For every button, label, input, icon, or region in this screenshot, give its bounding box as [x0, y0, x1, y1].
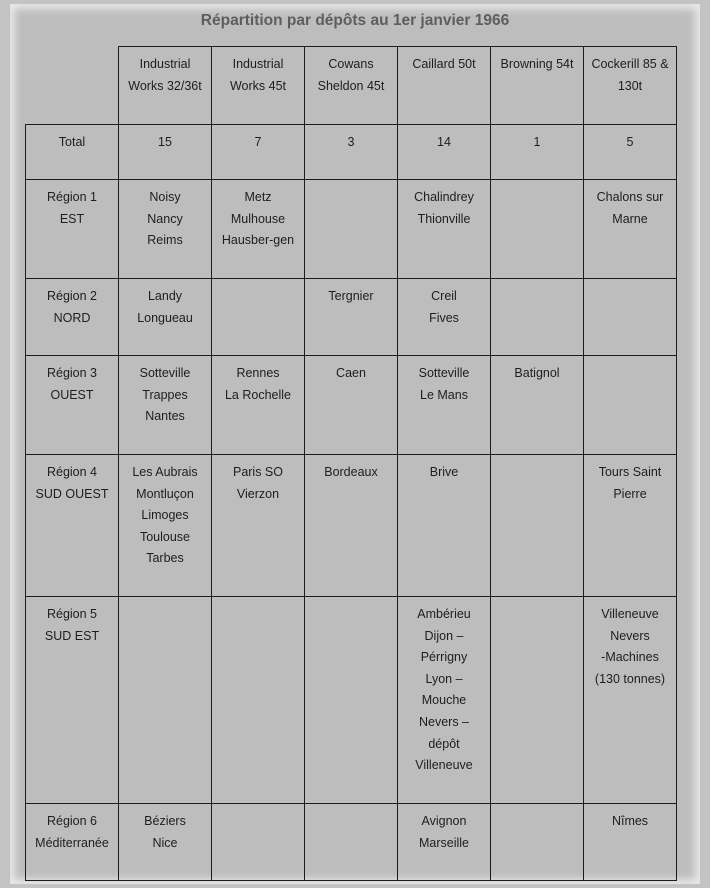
cell-line: EST [59, 211, 85, 226]
row-label [26, 279, 119, 356]
cell-line: Mulhouse [230, 211, 286, 226]
depot-cell [212, 804, 305, 881]
cell-line: Reims [147, 233, 183, 248]
cell-line: Total [58, 135, 86, 149]
cell-line: Avignon [421, 814, 467, 828]
depot-cell [398, 356, 491, 455]
depot-cell [119, 455, 212, 597]
cell-line: Bordeaux [324, 465, 378, 479]
cell-line: Sheldon 45t [317, 78, 385, 93]
cell-line: Région 5 [46, 607, 98, 621]
cell-line: Mouche [421, 693, 467, 708]
cell-line: NORD [53, 310, 91, 325]
cell-line: Thionville [417, 211, 471, 226]
total-cell [119, 125, 212, 180]
cell-line: 14 [437, 135, 451, 149]
depot-cell [584, 180, 677, 279]
cell-line: 130t [617, 78, 643, 93]
cell-line: Le Mans [420, 387, 468, 402]
row-label [26, 125, 119, 180]
corner-cell [26, 47, 119, 125]
cell-line: Pierre [613, 486, 647, 501]
table-title: Répartition par dépôts au 1er janvier 1966 [200, 12, 510, 29]
row-label [26, 804, 119, 881]
depot-cell [398, 804, 491, 881]
cell-line: dépôt [428, 736, 460, 751]
column-header [119, 47, 212, 125]
cell-line: Région 2 [46, 289, 98, 303]
cell-line: Rennes [236, 366, 280, 380]
cell-line: Nîmes [611, 814, 649, 828]
cell-line: Méditerranée [35, 835, 109, 850]
column-header [491, 47, 584, 125]
depot-cell [491, 455, 584, 597]
depot-cell [212, 180, 305, 279]
cell-line: Nevers – [418, 714, 470, 729]
cell-line: Landy [147, 289, 183, 303]
region-row [26, 597, 677, 804]
cell-line: La Rochelle [224, 387, 291, 402]
column-header [584, 47, 677, 125]
row-label [26, 597, 119, 804]
depot-cell [119, 180, 212, 279]
cell-line: Industrial [139, 57, 191, 71]
cell-line: Nevers [610, 628, 650, 643]
cell-line: Longueau [137, 310, 193, 325]
cell-line: Fives [429, 310, 459, 325]
cell-line: Brive [429, 465, 459, 479]
total-row [26, 125, 677, 180]
cell-line: 7 [254, 135, 262, 149]
cell-line: Marseille [418, 835, 469, 850]
cell-line: Nice [152, 835, 178, 850]
cell-line: Chalindrey [414, 190, 474, 204]
region-row [26, 804, 677, 881]
cell-line: SUD OUEST [35, 486, 109, 501]
cell-line: Région 4 [46, 465, 98, 479]
depot-cell [212, 455, 305, 597]
cell-line: (130 tonnes) [594, 671, 666, 686]
column-header [398, 47, 491, 125]
cell-line: Caen [336, 366, 366, 380]
region-row [26, 180, 677, 279]
depot-cell [119, 279, 212, 356]
region-row [26, 455, 677, 597]
column-header [212, 47, 305, 125]
cell-line: Vierzon [236, 486, 280, 501]
total-cell [584, 125, 677, 180]
depot-cell [584, 804, 677, 881]
cell-line: Cockerill 85 & [591, 57, 669, 71]
depot-cell [584, 597, 677, 804]
cell-line: 5 [626, 135, 634, 149]
cell-line: Montluçon [136, 486, 194, 501]
depot-cell [305, 279, 398, 356]
cell-line: OUEST [50, 387, 94, 402]
total-cell [305, 125, 398, 180]
cell-line: -Machines [601, 650, 659, 665]
cell-line: Sotteville [139, 366, 191, 380]
header-row [26, 47, 677, 125]
cell-line: Marne [612, 211, 648, 226]
depot-cell [212, 597, 305, 804]
depot-cell [305, 180, 398, 279]
cell-line: Browning 54t [500, 57, 574, 71]
region-row [26, 356, 677, 455]
cell-line: Dijon – [424, 628, 464, 643]
depot-cell [305, 356, 398, 455]
depot-cell [212, 279, 305, 356]
cell-line: Chalons sur [596, 190, 664, 204]
cell-line: Metz [244, 190, 272, 204]
cell-line: Toulouse [139, 529, 191, 544]
depot-cell [119, 356, 212, 455]
depot-cell [398, 597, 491, 804]
depot-cell [584, 455, 677, 597]
cell-line: Les Aubrais [132, 465, 198, 479]
cell-line: Cowans [328, 57, 374, 71]
cell-line: Région 6 [46, 814, 98, 828]
cell-line: Région 3 [46, 366, 98, 380]
cell-line: Lyon – [425, 671, 463, 686]
depot-cell [398, 279, 491, 356]
region-row [26, 279, 677, 356]
total-cell [491, 125, 584, 180]
depot-cell [305, 804, 398, 881]
total-cell [212, 125, 305, 180]
depot-table [25, 46, 677, 881]
cell-line: Batignol [514, 366, 560, 380]
cell-line: Villeneuve [601, 607, 659, 621]
cell-line: Sotteville [418, 366, 470, 380]
cell-line: 15 [158, 135, 172, 149]
cell-line: Nancy [147, 211, 183, 226]
cell-line: Tours Saint [598, 465, 662, 479]
depot-cell [584, 356, 677, 455]
cell-line: Hausber-gen [221, 233, 295, 248]
cell-line: Limoges [141, 508, 189, 523]
depot-cell [584, 279, 677, 356]
cell-line: Trappes [142, 387, 188, 402]
depot-cell [398, 180, 491, 279]
cell-line: Caillard 50t [412, 57, 476, 71]
cell-line: Région 1 [46, 190, 98, 204]
depot-cell [305, 455, 398, 597]
cell-line: Industrial [232, 57, 284, 71]
cell-line: Tergnier [328, 289, 374, 303]
cell-line: Pérrigny [420, 650, 468, 665]
depot-cell [491, 597, 584, 804]
cell-line: Villeneuve [415, 758, 473, 773]
cell-line: Nantes [145, 409, 185, 424]
cell-line: Works 32/36t [128, 78, 202, 93]
cell-line: Creil [431, 289, 457, 303]
cell-line: 1 [533, 135, 541, 149]
depot-cell [305, 597, 398, 804]
column-header [305, 47, 398, 125]
cell-line: Noisy [149, 190, 181, 204]
cell-line: Béziers [144, 814, 186, 828]
depot-cell [491, 279, 584, 356]
row-label [26, 455, 119, 597]
cell-line: Paris SO [232, 465, 283, 479]
depot-cell [398, 455, 491, 597]
depot-cell [491, 356, 584, 455]
total-cell [398, 125, 491, 180]
row-label [26, 356, 119, 455]
cell-line: Tarbes [146, 551, 184, 566]
cell-line: 3 [347, 135, 355, 149]
cell-line: SUD EST [44, 628, 100, 643]
depot-cell [212, 356, 305, 455]
depot-cell [491, 180, 584, 279]
row-label [26, 180, 119, 279]
cell-line: Works 45t [229, 78, 287, 93]
depot-cell [491, 804, 584, 881]
cell-line: Ambérieu [417, 607, 471, 621]
depot-cell [119, 597, 212, 804]
depot-cell [119, 804, 212, 881]
